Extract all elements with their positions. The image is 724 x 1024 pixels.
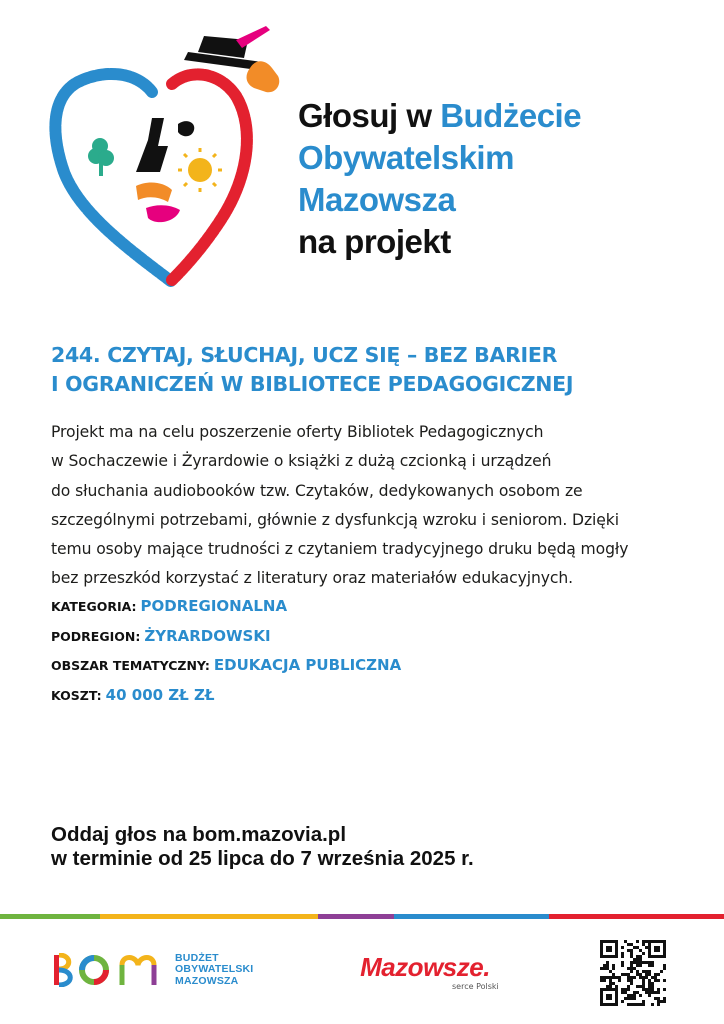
stripe-green bbox=[0, 914, 100, 919]
bom-text-line2: OBYWATELSKI bbox=[175, 963, 254, 976]
description-line: w Sochaczewie i Żyrardowie o książki z dużą czcionką i urządzeń bbox=[51, 452, 552, 471]
face-mustache bbox=[136, 183, 172, 202]
meta-area-value: EDUKACJA PUBLICZNA bbox=[213, 656, 402, 674]
project-title bbox=[51, 341, 691, 399]
meta-subregion-label: PODREGION: bbox=[51, 628, 141, 644]
description-line: Projekt ma na celu poszerzenie oferty Bibliotek Pedagogicznych bbox=[51, 423, 544, 441]
sun-icon bbox=[188, 158, 212, 182]
meta-subregion-value: ŻYRARDOWSKI bbox=[144, 626, 271, 645]
project-title-line2: I OGRANICZEŃ W BIBLIOTECE PEDAGOGICZNEJ bbox=[51, 372, 574, 396]
headline-line2: Obywatelskim bbox=[298, 139, 514, 176]
bom-logo bbox=[52, 952, 253, 988]
bom-letters-icon bbox=[52, 953, 167, 987]
headline-line3: Mazowsza bbox=[298, 181, 456, 218]
meta-category-value: PODREGIONALNA bbox=[140, 597, 288, 615]
meta-area bbox=[51, 656, 401, 686]
meta-area-label: OBSZAR TEMATYCZNY: bbox=[51, 658, 210, 673]
call-to-action bbox=[51, 823, 474, 871]
description-line: szczególnymi potrzebami, głównie z dysfunkcją wzroku i seniorom. Dzięki bbox=[51, 510, 619, 529]
meta-cost bbox=[51, 686, 401, 716]
bom-heart-face-logo bbox=[40, 22, 290, 292]
cta-line2: w terminie od 25 lipca do 7 września 2025 r. bbox=[51, 847, 474, 870]
meta-cost-value: 40 000 ZŁ ZŁ bbox=[105, 685, 215, 704]
mazowsze-wordmark: Mazowsze. bbox=[360, 952, 490, 982]
meta-subregion bbox=[51, 627, 401, 657]
stripe-blue bbox=[394, 914, 549, 919]
heart-blue-stroke bbox=[55, 74, 172, 282]
mazowsze-tagline: serce Polski bbox=[452, 982, 499, 991]
description-line: do słuchania audiobooków tzw. Czytaków, dedykowanych osobom ze bbox=[51, 481, 583, 500]
bom-text-line1: BUDŻET bbox=[175, 951, 219, 964]
headline-line1-dark: Głosuj w bbox=[298, 97, 441, 134]
project-meta bbox=[51, 597, 401, 715]
stripe-red bbox=[549, 914, 724, 919]
mazowsze-logo bbox=[330, 952, 520, 991]
meta-category-label: KATEGORIA: bbox=[51, 599, 137, 614]
qr-code[interactable] bbox=[600, 940, 666, 1006]
face-lips bbox=[146, 205, 180, 222]
face-right-eye bbox=[178, 121, 194, 136]
description-line: bez przeszkód korzystać z literatury oraz materiałów edukacyjnych. bbox=[51, 569, 573, 588]
stripe-yellow bbox=[100, 914, 318, 919]
face-eye-nose bbox=[136, 118, 168, 172]
bom-text-line3: MAZOWSZA bbox=[175, 974, 239, 987]
hat-feather bbox=[236, 26, 270, 48]
bom-text bbox=[175, 953, 253, 988]
stripe-purple bbox=[318, 914, 394, 919]
cta-line1: Oddaj głos na bom.mazovia.pl bbox=[51, 823, 347, 846]
meta-cost-label: KOSZT: bbox=[51, 687, 102, 703]
meta-category bbox=[51, 597, 401, 627]
description-line: temu osoby mające trudności z czytaniem tradycyjnego druku będą mogły bbox=[51, 540, 629, 559]
headline-line4: na projekt bbox=[298, 223, 451, 260]
headline bbox=[298, 95, 581, 263]
project-description bbox=[51, 418, 691, 594]
project-title-line1: 244. CZYTAJ, SŁUCHAJ, UCZ SIĘ – BEZ BARIER bbox=[51, 343, 558, 367]
headline-line1-blue: Budżecie bbox=[440, 97, 582, 134]
color-stripe bbox=[0, 914, 724, 919]
